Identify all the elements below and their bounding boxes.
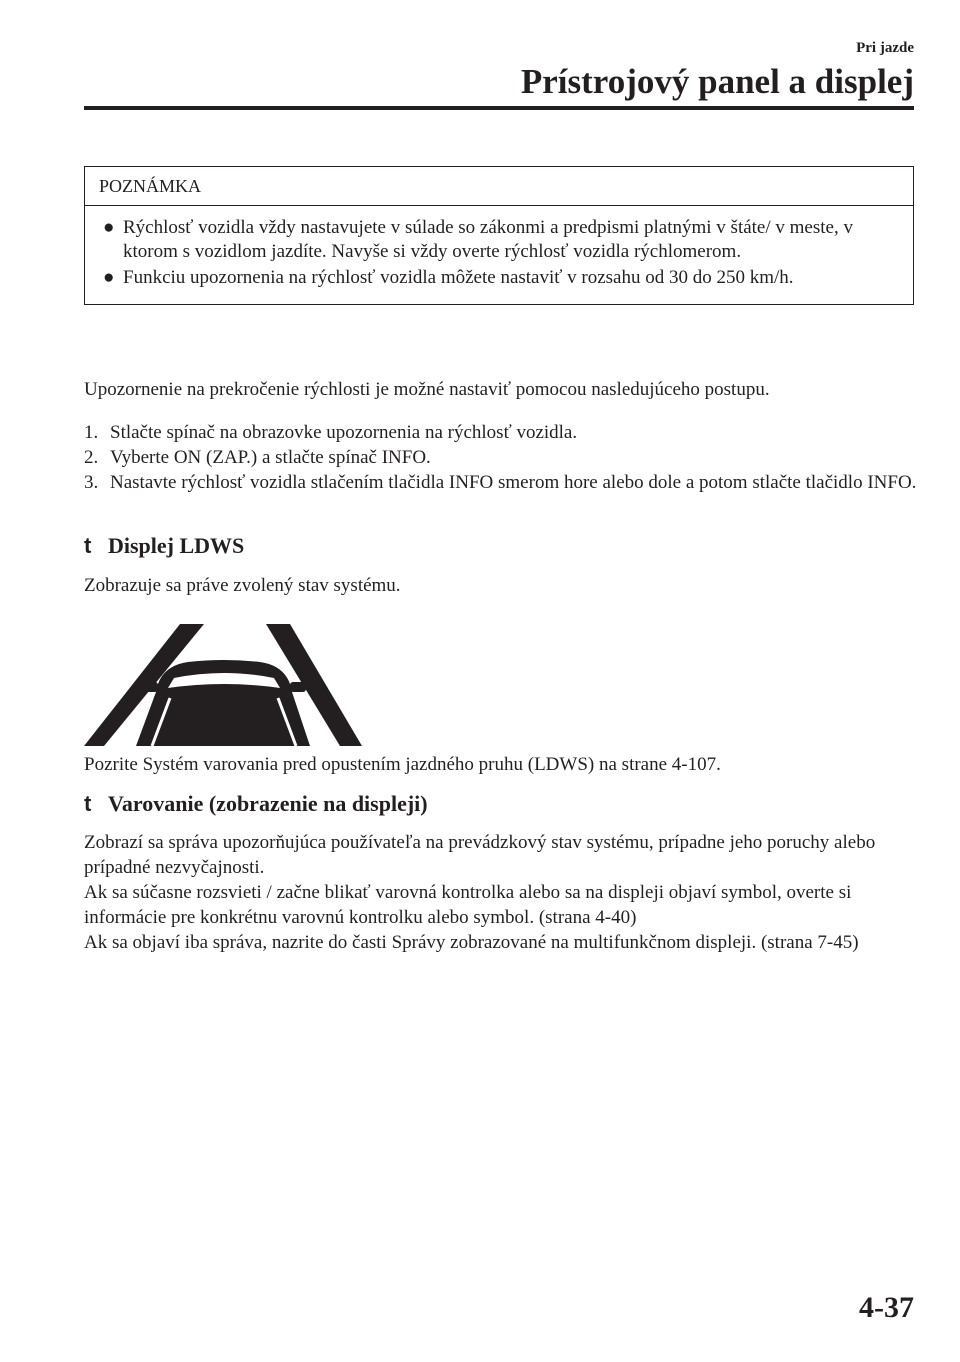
ldws-heading [84,533,244,559]
note-body [85,206,913,304]
note-item [99,216,899,264]
section-label: Pri jazde [856,40,914,56]
warning-line: Ak sa súčasne rozsvieti / začne blikať varovná kontrolka alebo sa na displeji objaví symbol, overte si informácie pre konkrétnu varovnú kontrolku alebo symbol. (strana 4-40) [84,882,852,928]
note-heading: POZNÁMKA [85,167,913,206]
note-item [99,266,899,290]
step-text: Stlačte spínač na obrazovke upozornenia na rýchlosť vozidla. [110,422,578,443]
page-number: 4-37 [859,1291,914,1324]
warning-line: Zobrazí sa správa upozorňujúca používateľa na prevádzkový stav systému, prípadne jeho poruchy alebo prípadné nezvyčajnosti. [84,832,876,878]
list-item [84,420,924,445]
car-mirror-right [290,682,306,692]
lane-departure-car-icon [84,622,362,746]
bullet-icon: ● [103,217,115,238]
warning-heading-text: Varovanie (zobrazenie na displeji) [108,791,428,816]
ldws-heading-text: Displej LDWS [108,533,245,558]
header-rule [84,106,914,110]
intro-paragraph: Upozornenie na prekročenie rýchlosti je možné nastaviť pomocou nasledujúceho postupu. [84,379,770,400]
step-text: Vyberte ON (ZAP.) a stlačte spínač INFO. [110,447,431,468]
warning-line: Ak sa objaví iba správa, nazrite do časti Správy zobrazované na multifunkčnom displeji. (strana 7-45) [84,932,859,953]
list-item [84,470,924,495]
step-text: Nastavte rýchlosť vozidla stlačením tlačidla INFO smerom hore alebo dole a potom stlačte tlačidlo INFO. [110,472,917,493]
steps-list [84,420,924,495]
ldws-description: Zobrazuje sa práve zvolený stav systému. [84,575,401,596]
step-number: 2. [84,447,99,468]
bullet-icon: ● [103,267,115,288]
car-mirror-left [142,682,158,692]
section-marker: t [84,533,92,558]
note-item-text: Funkciu upozornenia na rýchlosť vozidla môžete nastaviť v rozsahu od 30 do 250 km/h. [123,267,794,288]
step-number: 3. [84,472,99,493]
warning-paragraph [84,830,924,955]
note-box [84,166,914,305]
ldws-reference: Pozrite Systém varovania pred opustením jazdného pruhu (LDWS) na strane 4-107. [84,754,721,775]
section-marker: t [84,791,92,816]
list-item [84,445,924,470]
page-title: Prístrojový panel a displej [520,62,914,101]
step-number: 1. [84,422,99,443]
note-item-text: Rýchlosť vozidla vždy nastavujete v súlade so zákonmi a predpismi platnými v štáte/ v meste, v ktorom s vozidlom jazdíte. Navyše si vždy overte rýchlosť vozidla rýchlomerom. [123,217,853,262]
warning-heading [84,791,428,817]
